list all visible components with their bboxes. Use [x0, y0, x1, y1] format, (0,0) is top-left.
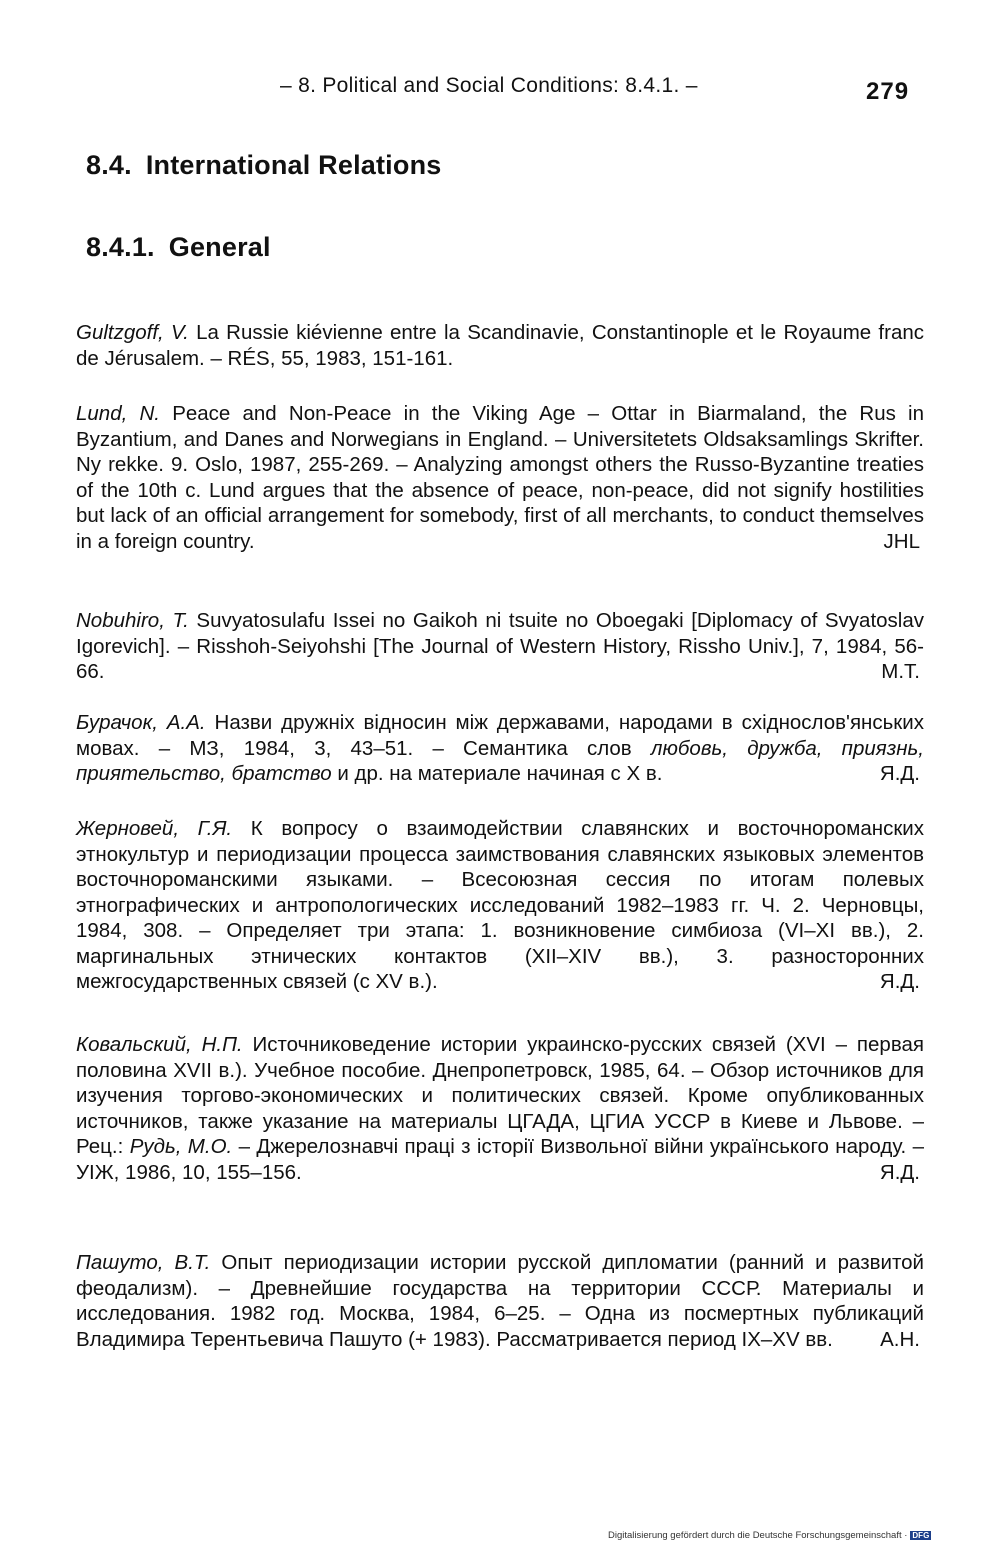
entry-text: Suvyatosulafu Issei no Gaikoh ni tsuite no Oboegaki [Diplomacy of Svyatoslav Igorevich]. – Risshoh-Seiyohshi [The Journal of Western History, Rissho Univ.], 7, 1984, 56-66.	[76, 609, 924, 683]
reviewer-initials: А.Н.	[880, 1327, 920, 1351]
reviewer-initials: M.T.	[881, 660, 920, 683]
footer-text: Digitalisierung gefördert durch die Deutsche Forschungsgemeinschaft ·	[608, 1530, 908, 1541]
entry-italic-text: любовь, дружба, приязнь, приятельство, братство	[76, 736, 925, 785]
entry-italic-text: Рудь, М.О.	[129, 1135, 233, 1158]
entry-text: Источниковедение истории украинско-русских связей (XVI – первая половина XVII в.). Учебное пособие. Днепропетровск, 1985, 64. – Обзор источников для изучения торгово-экономических и политических связей. Кроме опубликованных источников, также указание на материалы ЦГАДА, ЦГИА УССР в Киеве и Львове. – Рец.:	[76, 1033, 924, 1158]
entry-author: Пашуто, В.Т.	[76, 1251, 211, 1274]
dfg-logo: DFG	[912, 1530, 930, 1540]
entry-text: и др. на материале начиная с X в.	[331, 762, 663, 785]
reviewer-initials: Я.Д.	[879, 1160, 920, 1184]
digitization-footer	[608, 1530, 931, 1541]
subsection-number: 8.4.1.	[86, 232, 155, 262]
bibliography-entry	[76, 710, 924, 787]
entry-author: Nobuhiro, T.	[76, 609, 189, 632]
reviewer-initials: Я.Д.	[879, 762, 920, 785]
entry-author: Ковальский, Н.П.	[76, 1033, 243, 1056]
bibliography-entry	[76, 401, 924, 554]
entry-author: Gultzgoff, V.	[76, 321, 189, 344]
entry-text: Опыт периодизации истории русской дипломатии (ранний и развитой феодализм). – Древнейшие государства на территории СССР. Материалы и исследования. 1982 год. Москва, 1984, 6–25. – Одна из посмертных публикаций Владимира Терентьевича Пашуто (+ 1983). Рассматривается период IX–XV вв.	[76, 1251, 924, 1351]
bibliography-entry	[76, 320, 924, 371]
section-number: 8.4.	[86, 150, 132, 180]
entry-text: – Джерелознавчі праці з історії Визвольної війни українського народу. – УІЖ, 1986, 10, 155–156.	[76, 1135, 924, 1184]
entry-text: Peace and Non-Peace in the Viking Age – Ottar in Biarmaland, the Rus in Byzantium, and Danes and Norwegians in England. – Universitetets Oldsaksamlings Skrifter. Ny rekke. 9. Oslo, 1987, 255-269. – Analyzing amongst others the Russo-Byzantine treaties of the 10th c. Lund argues that the absence of peace, non-peace, did not signify hostilities but lack of an official arrangement for somebody, first of all merchants, to conduct themselves in a foreign country.	[76, 402, 925, 553]
page-number: 279	[866, 78, 910, 105]
bibliography-entry	[76, 816, 924, 995]
reviewer-initials: Я.Д.	[879, 970, 920, 993]
subsection-title: General	[168, 232, 271, 262]
subsection-heading	[86, 232, 271, 263]
section-heading	[86, 150, 442, 181]
bibliography-entry	[76, 1250, 924, 1352]
entry-text: Назви дружніх відносин між державами, народами в східнослов'янських мовах. – МЗ, 1984, 3, 43–51. – Семантика слов	[76, 711, 924, 760]
bibliography-entry	[76, 1032, 924, 1185]
entry-author: Бурачок, А.А.	[76, 711, 206, 734]
entry-text: La Russie kiévienne entre la Scandinavie, Constantinople et le Royaume franc de Jérusalem. – RÉS, 55, 1983, 151-161.	[76, 321, 925, 370]
section-title: International Relations	[145, 150, 442, 180]
entry-text: К вопросу о взаимодействии славянских и восточнороманских этнокультур и периодизации процесса заимствования славянских языковых элементов восточнороманскими языками. – Всесоюзная сессия по итогам полевых этнографических и антропологических исследований 1982–1983 гг. Ч. 2. Черновцы, 1984, 308. – Определяет три этапа: 1. возникновение симбиоза (VI–XI вв.), 2. маргинальных этнических контактов (XII–XIV вв.), 3. разносторонних межгосударственных связей (с XV в.).	[76, 817, 924, 993]
bibliography-entry	[76, 608, 924, 685]
entry-author: Жерновей, Г.Я.	[76, 817, 233, 840]
running-header: – 8. Political and Social Conditions: 8.4.1. –	[280, 74, 698, 97]
reviewer-initials: JHL	[883, 529, 920, 553]
entry-author: Lund, N.	[76, 402, 160, 425]
